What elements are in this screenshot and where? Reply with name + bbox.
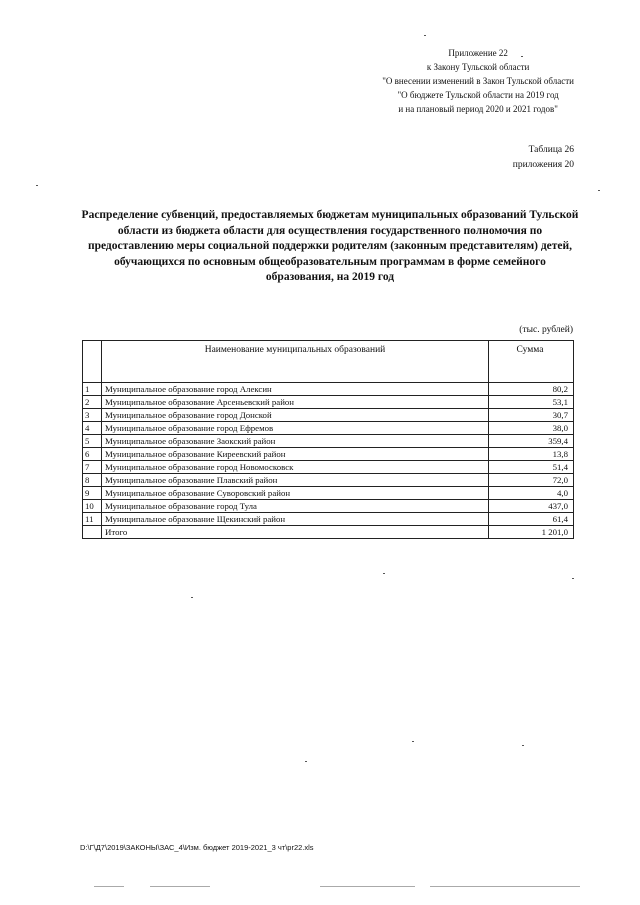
scan-dash — [320, 886, 415, 887]
annex-line-2: к Закону Тульской области — [426, 62, 530, 72]
scan-speck — [412, 741, 414, 742]
subsidy-table — [82, 340, 574, 539]
table-row — [83, 422, 574, 435]
scan-dash — [430, 886, 580, 887]
table-ref-line-1: Таблица 26 — [528, 145, 574, 155]
table-reference — [513, 143, 574, 173]
scan-speck — [383, 573, 385, 574]
table-row — [83, 435, 574, 448]
scan-speck — [36, 185, 38, 186]
header-number — [83, 341, 102, 383]
total-label: Итого — [102, 526, 489, 539]
units-label: (тыс. рублей) — [519, 325, 573, 335]
row-number: 5 — [83, 435, 102, 448]
scan-speck — [424, 35, 426, 36]
row-name: Муниципальное образование город Донской — [102, 409, 489, 422]
row-sum: 53,1 — [489, 396, 574, 409]
row-name: Муниципальное образование Арсеньевский район — [102, 396, 489, 409]
table-row — [83, 513, 574, 526]
document-title: Распределение субвенций, предоставляемых бюджетам муниципальных образований Тульской области из бюджета области для осуществления государственного полномочия по предоставлению меры социальной поддержки родителям (законным представителям) детей, обучающихся по основным общеобразовательным программам в форме семейного образования, на 2019 год — [81, 209, 579, 283]
header-name: Наименование муниципальных образований — [102, 341, 489, 383]
row-sum: 437,0 — [489, 500, 574, 513]
row-name: Муниципальное образование Заокский район — [102, 435, 489, 448]
row-name: Муниципальное образование Суворовский район — [102, 487, 489, 500]
row-name: Муниципальное образование Щекинский район — [102, 513, 489, 526]
row-sum: 72,0 — [489, 474, 574, 487]
row-number: 3 — [83, 409, 102, 422]
row-sum: 61,4 — [489, 513, 574, 526]
row-name: Муниципальное образование город Новомосковск — [102, 461, 489, 474]
scan-speck — [191, 597, 193, 598]
scan-dash — [150, 886, 210, 887]
table-row — [83, 448, 574, 461]
row-number: 4 — [83, 422, 102, 435]
row-number: 11 — [83, 513, 102, 526]
annex-line-1: Приложение 22 — [448, 48, 508, 58]
table-row — [83, 409, 574, 422]
annex-line-4: "О бюджете Тульской области на 2019 год — [397, 90, 559, 100]
row-number: 6 — [83, 448, 102, 461]
row-number: 1 — [83, 383, 102, 396]
scan-speck — [522, 745, 524, 746]
row-name: Муниципальное образование Киреевский район — [102, 448, 489, 461]
table-row — [83, 474, 574, 487]
row-number: 2 — [83, 396, 102, 409]
scan-speck — [305, 761, 307, 762]
scan-dash — [94, 886, 124, 887]
table-ref-line-2: приложения 20 — [512, 160, 574, 170]
row-number: 8 — [83, 474, 102, 487]
total-number — [83, 526, 102, 539]
row-sum: 80,2 — [489, 383, 574, 396]
row-number: 10 — [83, 500, 102, 513]
row-sum: 38,0 — [489, 422, 574, 435]
scan-speck — [521, 56, 523, 57]
annex-header — [382, 46, 574, 116]
row-sum: 359,4 — [489, 435, 574, 448]
row-sum: 30,7 — [489, 409, 574, 422]
table-row — [83, 500, 574, 513]
table-header-row — [83, 341, 574, 383]
file-path-footer: D:\Г\Д7\2019\ЗАКОНЫ\ЗАС_4\Изм. бюджет 2019-2021_3 чт\pr22.xls — [80, 843, 314, 852]
scan-speck — [598, 190, 600, 191]
table-row — [83, 383, 574, 396]
scan-speck — [572, 578, 574, 579]
row-number: 9 — [83, 487, 102, 500]
annex-line-5: и на плановый период 2020 и 2021 годов" — [398, 104, 558, 114]
table-row — [83, 461, 574, 474]
table-row — [83, 396, 574, 409]
total-sum: 1 201,0 — [489, 526, 574, 539]
header-sum: Сумма — [489, 341, 574, 383]
annex-line-3: "О внесении изменений в Закон Тульской области — [382, 76, 574, 86]
total-row — [83, 526, 574, 539]
row-name: Муниципальное образование Плавский район — [102, 474, 489, 487]
row-number: 7 — [83, 461, 102, 474]
table-row — [83, 487, 574, 500]
row-name: Муниципальное образование город Тула — [102, 500, 489, 513]
row-sum: 13,8 — [489, 448, 574, 461]
row-name: Муниципальное образование город Алексин — [102, 383, 489, 396]
row-sum: 4,0 — [489, 487, 574, 500]
row-name: Муниципальное образование город Ефремов — [102, 422, 489, 435]
row-sum: 51,4 — [489, 461, 574, 474]
